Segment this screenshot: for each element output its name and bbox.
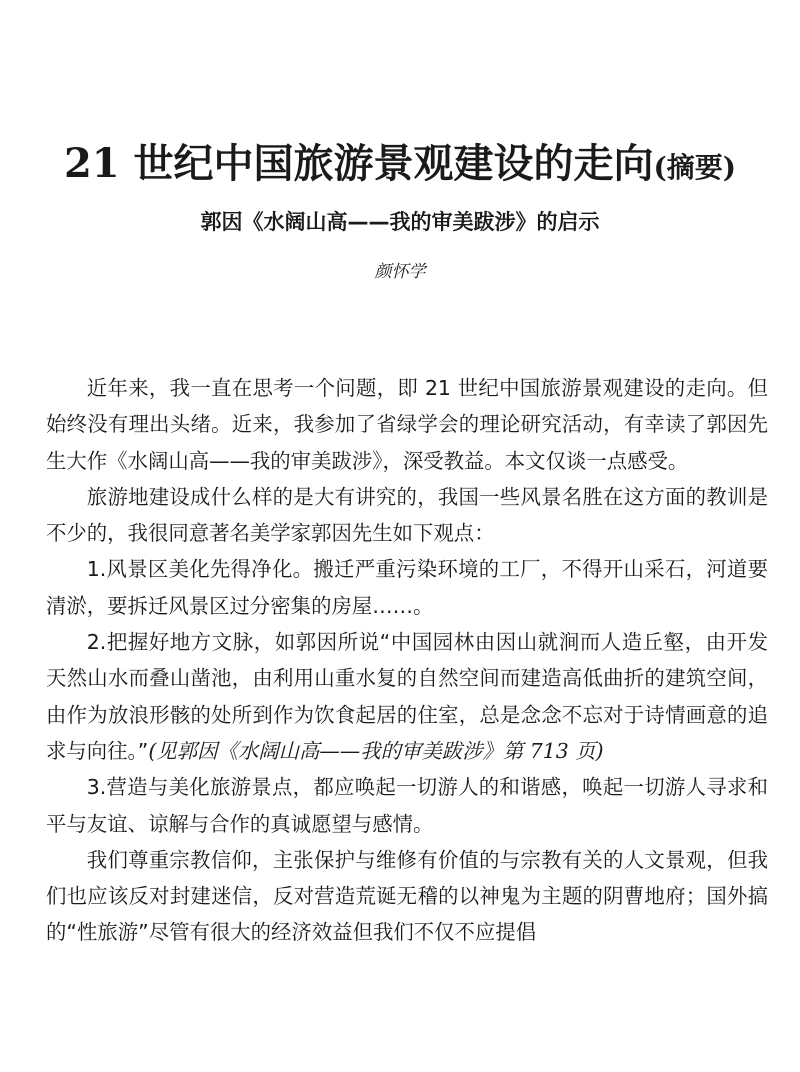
title-main: 21 世纪中国旅游景观建设的走向 (63, 140, 654, 187)
paragraph: 我们尊重宗教信仰，主张保护与维修有价值的与宗教有关的人文景观，但我们也应该反对封建迷信，反对营造荒诞无稽的以神鬼为主题的阴曹地府；国外搞的“性旅游”尽管有很大的经济效益但我们不仅不应提倡 (46, 847, 768, 945)
paragraph-text: 2.把握好地方文脉，如郭因所说“中国园林由因山就涧而人造丘壑，由开发天然山水而叠山凿池，由利用山重水复的自然空间而建造高低曲折的建筑空间，由作为放浪形骸的处所到作为饮食起居的住室，总是念念不忘对于诗情画意的追求与向往。” (46, 630, 768, 763)
article-title (0, 136, 800, 196)
title-suffix: (摘要) (653, 151, 737, 184)
paragraph: 3.营造与美化旅游景点，都应唤起一切游人的和谐感，唤起一切游人寻求和平与友谊、谅解与合作的真诚愿望与感情。 (46, 775, 768, 836)
article-body (46, 370, 768, 951)
paragraph (46, 624, 768, 769)
paragraph: 旅游地建设成什么样的是大有讲究的，我国一些风景名胜在这方面的教训是不少的，我很同意著名美学家郭因先生如下观点： (46, 484, 768, 546)
citation: (见郭因《水阔山高——我的审美跋涉》第 713 页) (148, 738, 604, 763)
article-author: 颜怀学 (374, 262, 426, 282)
article-subtitle: 郭因《水阔山高——我的审美跋涉》的启示 (200, 210, 600, 234)
paragraph: 1.风景区美化先得净化。搬迁严重污染环境的工厂，不得开山采石，河道要清淤，要拆迁风景区过分密集的房屋……。 (46, 557, 768, 618)
paragraph: 近年来，我一直在思考一个问题，即 21 世纪中国旅游景观建设的走向。但始终没有理出头绪。近来，我参加了省绿学会的理论研究活动，有幸读了郭因先生大作《水阔山高——我的审美跋涉》，深受教益。本文仅谈一点感受。 (46, 376, 768, 473)
